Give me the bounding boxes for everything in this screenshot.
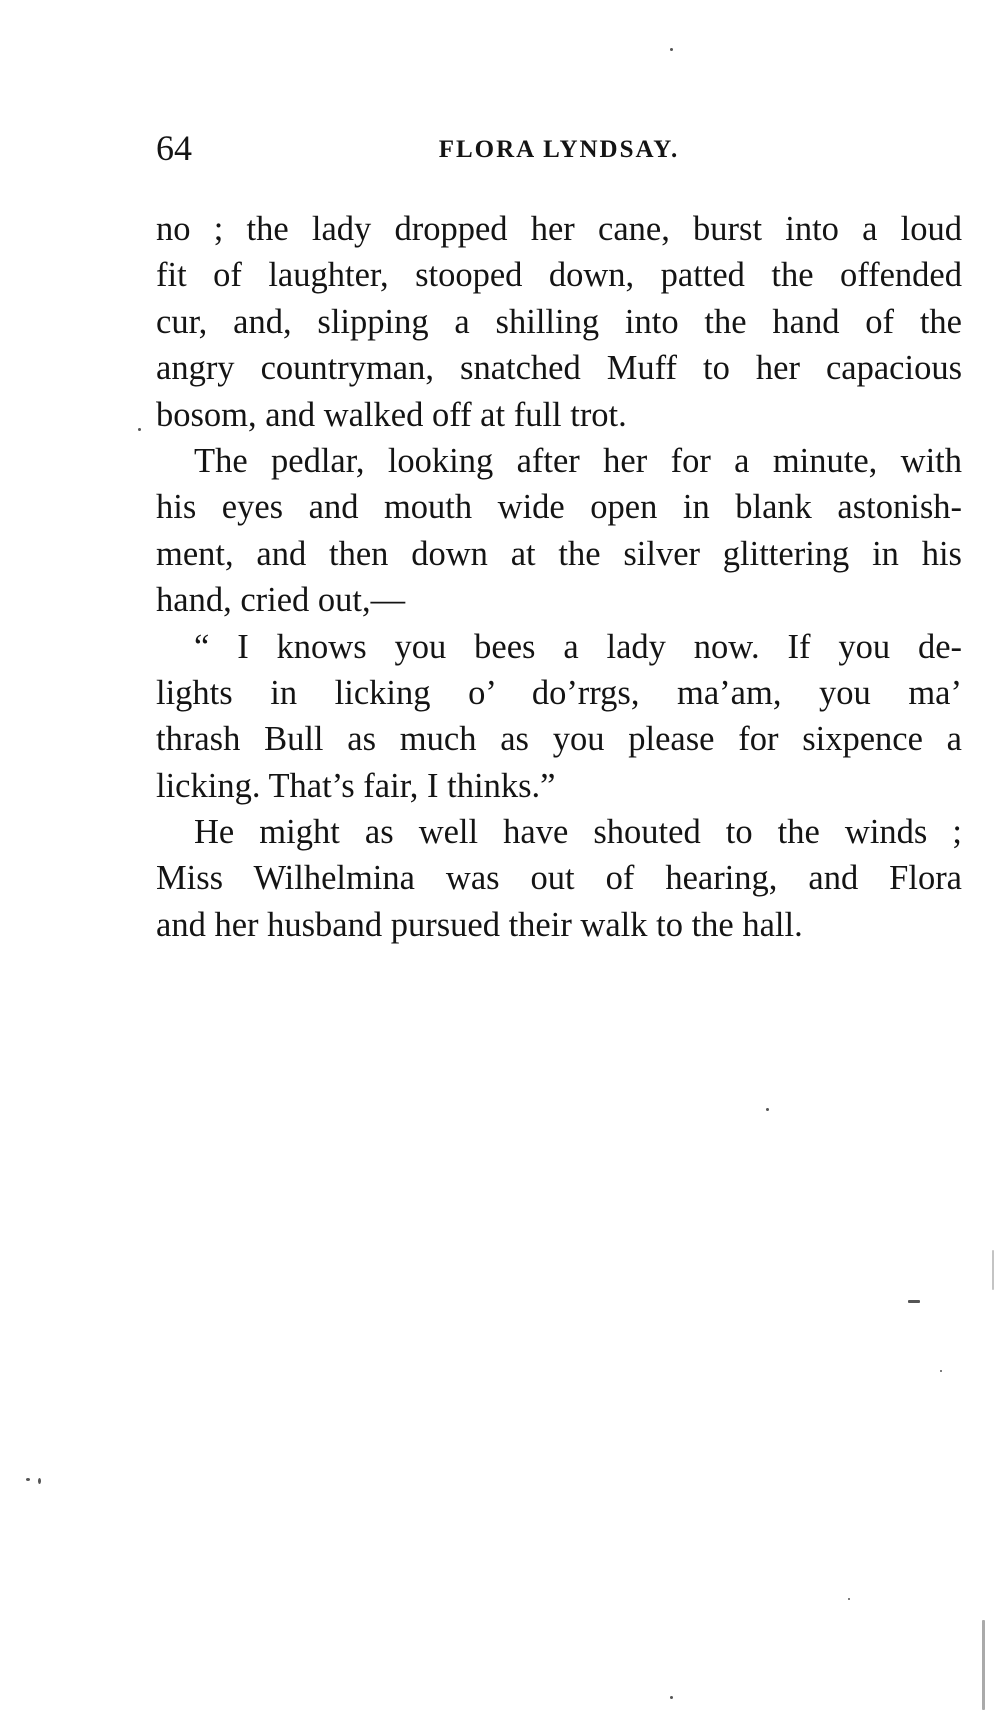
text-line: licking. That’s fair, I thinks.” — [156, 766, 556, 805]
text-line: He might as well have shouted to the winds ; — [194, 813, 962, 852]
paragraph-3 — [156, 624, 962, 810]
text-line: angry countryman, snatched Muff to her capacious — [156, 349, 962, 388]
paragraph-2 — [156, 438, 962, 624]
text-line: hand, cried out,— — [156, 581, 406, 620]
text-line: no ; the lady dropped her cane, burst into a loud — [156, 210, 962, 248]
text-line: ment, and then down at the silver glittering in his — [156, 534, 962, 573]
scan-speck — [848, 1598, 850, 1600]
page-number: 64 — [156, 128, 192, 168]
text-line: Miss Wilhelmina was out of hearing, and Flora — [156, 859, 962, 898]
text-line: and her husband pursued their walk to the hall. — [156, 905, 803, 944]
text-line: fit of laughter, stooped down, patted the offended — [156, 256, 962, 295]
scan-speck — [138, 428, 141, 431]
paragraph-4 — [156, 809, 962, 948]
body-text — [156, 206, 962, 948]
text-line: The pedlar, looking after her for a minute, with — [194, 441, 962, 480]
scan-speck — [940, 1370, 942, 1372]
scan-speck — [670, 48, 673, 51]
text-line: cur, and, slipping a shilling into the hand of the — [156, 302, 962, 341]
scan-speck — [982, 1620, 985, 1710]
scan-speck — [908, 1300, 920, 1303]
scan-speck — [670, 1696, 673, 1699]
running-title: FLORA LYNDSAY. — [438, 136, 680, 163]
running-head — [156, 124, 962, 172]
paragraph-1 — [156, 206, 962, 438]
text-line: thrash Bull as much as you please for sixpence a — [156, 720, 962, 759]
text-line: bosom, and walked off at full trot. — [156, 395, 627, 434]
text-line: “ I knows you bees a lady now. If you de- — [194, 627, 962, 666]
scan-speck — [766, 1108, 769, 1111]
text-line: lights in licking o’ do’rrgs, ma’am, you ma’ — [156, 673, 962, 712]
scan-speck — [26, 1478, 30, 1481]
scan-speck — [38, 1478, 41, 1484]
scan-speck — [992, 1250, 994, 1290]
text-line: his eyes and mouth wide open in blank astonish- — [156, 488, 962, 527]
